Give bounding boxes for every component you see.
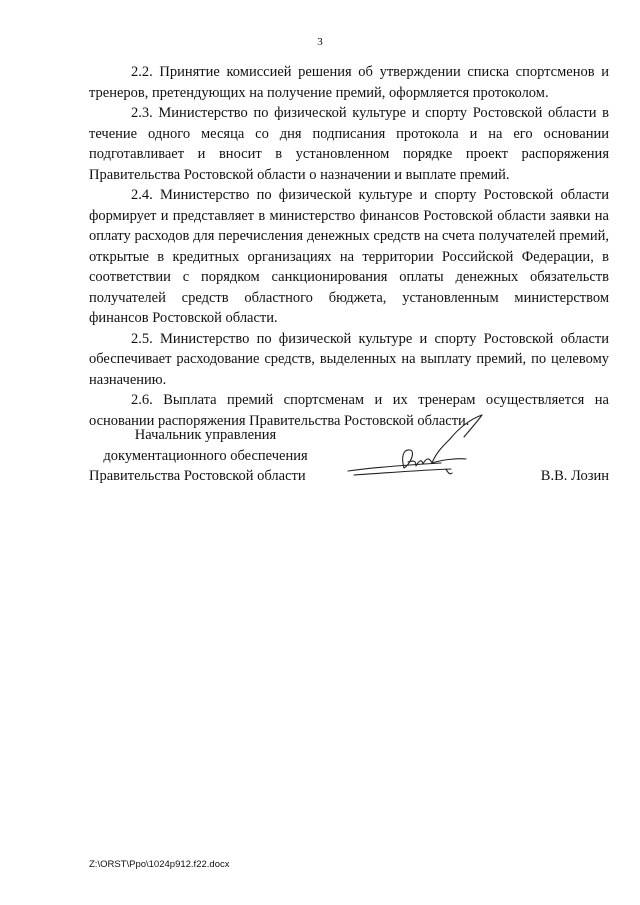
document-body (89, 62, 609, 431)
signer-position-line-1: Начальник управления (134, 427, 277, 443)
signer-position (89, 425, 322, 487)
paragraph-2-2: 2.2. Принятие комиссией решения об утверждении списка спортсменов и тренеров, претендующих на получение премий, оформляется протоколом. (89, 64, 609, 101)
signature-block (89, 425, 609, 495)
page-number: 3 (317, 36, 323, 48)
paragraph-2-4: 2.4. Министерство по физической культуре и спорту Ростовской области формирует и представляет в министерство финансов Ростовской области заявки на оплату расходов для перечисления денежных средств на счета получателей премий, открытые в кредитных организациях на территории Российской Федерации, в соответствии с порядком санкционирования оплаты денежных обязательств получателей средств областного бюджета, установленным министерством финансов Ростовской области. (89, 187, 609, 326)
file-path-footer: Z:\ORST\Ppo\1024p912.f22.docx (89, 859, 230, 870)
signer-position-line-3: Правительства Ростовской области (89, 468, 306, 484)
signer-name: В.В. Лозин (540, 468, 609, 484)
paragraph-2-6: 2.6. Выплата премий спортсменам и их тренерам осуществляется на основании распоряжения Правительства Ростовской области. (89, 392, 609, 429)
paragraph-2-5: 2.5. Министерство по физической культуре и спорту Ростовской области обеспечивает расходование средств, выделенных на выплату премий, по целевому назначению. (89, 330, 609, 388)
signer-position-line-2: документационного обеспечения (103, 447, 308, 464)
handwritten-signature (346, 413, 506, 493)
paragraph-2-3: 2.3. Министерство по физической культуре и спорту Ростовской области в течение одного месяца со дня подписания протокола и на его основании подготавливает и вносит в установленном порядке проект распоряжения Правительства Ростовской области о назначении и выплате премий. (89, 105, 609, 183)
